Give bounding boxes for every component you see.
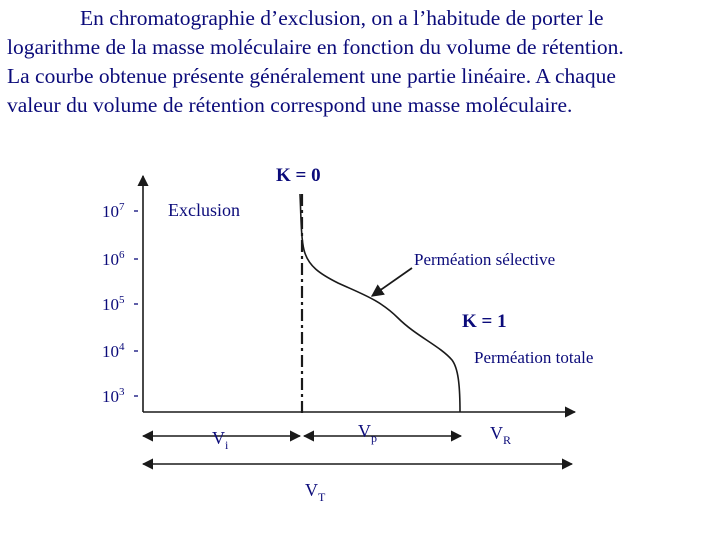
y-tick-1e7: $10^7$ bbox=[102, 201, 125, 221]
intro-line-2: logarithme de la masse moléculaire en fonction du volume de rétention. bbox=[7, 35, 624, 59]
permeation-arrow bbox=[372, 268, 412, 296]
y-tick-1e3: $10^3$ bbox=[102, 386, 125, 406]
y-tick-1e6: $10^6$ bbox=[102, 249, 125, 269]
exclusion-label: Exclusion bbox=[168, 200, 240, 220]
permeation-totale-label: Perméation totale bbox=[474, 348, 594, 367]
k0-label: K = 0 bbox=[276, 165, 321, 186]
calibration-curve bbox=[300, 194, 460, 412]
k1-label: K = 1 bbox=[462, 311, 507, 332]
permeation-selective-label: Perméation sélective bbox=[414, 250, 556, 269]
y-tick-1e4: $10^4$ bbox=[102, 341, 125, 361]
intro-line-3: La courbe obtenue présente généralement une partie linéaire. A chaque bbox=[7, 64, 616, 88]
intro-line-4: valeur du volume de rétention correspond une masse moléculaire. bbox=[7, 93, 573, 117]
vi-label: $V_i$ bbox=[212, 428, 229, 452]
y-tick-1e5: $10^5$ bbox=[102, 294, 125, 314]
vt-label: $V_T$ bbox=[305, 480, 326, 504]
vp-label: $V_p$ bbox=[358, 421, 377, 445]
vr-label: $V_R$ bbox=[490, 423, 512, 447]
intro-line-1: En chromatographie d’exclusion, on a l’habitude de porter le bbox=[80, 6, 604, 30]
